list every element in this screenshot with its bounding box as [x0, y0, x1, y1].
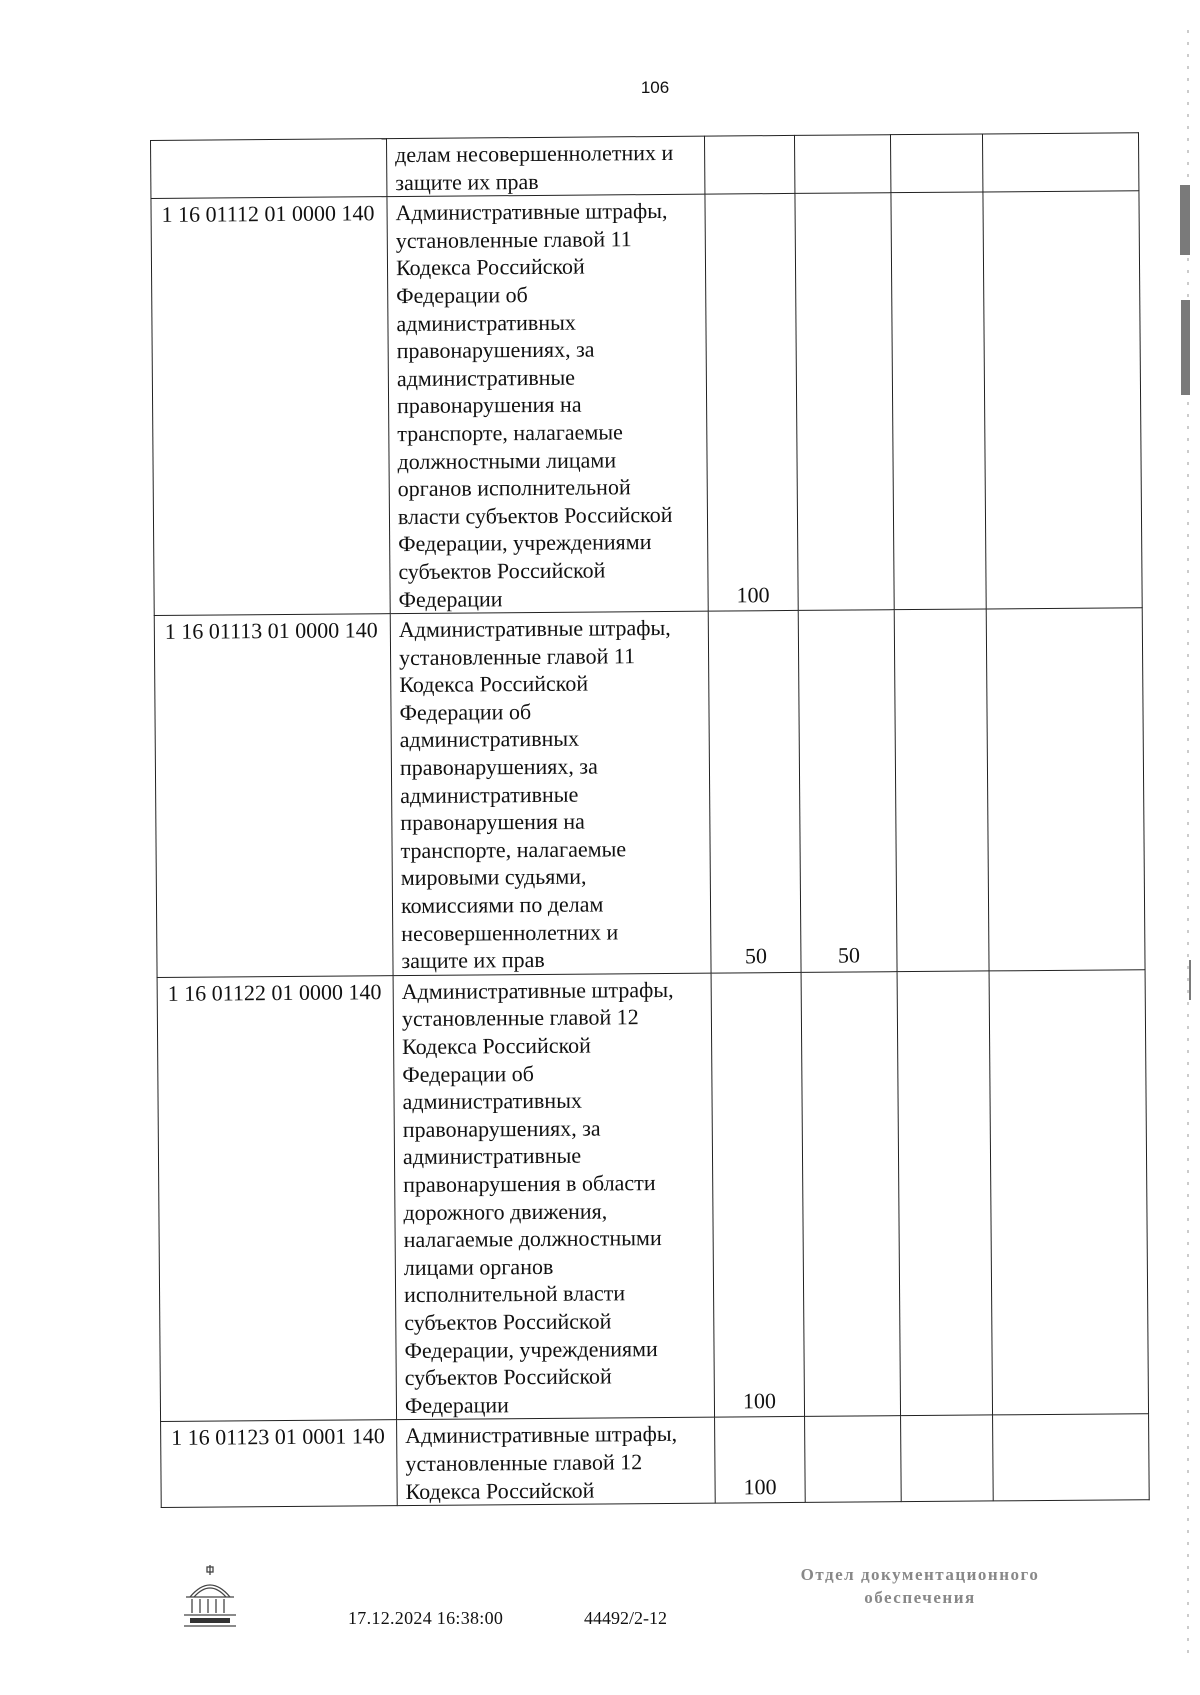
- description-line: защите их прав: [401, 947, 545, 974]
- description-line: Федерации об: [402, 1060, 535, 1087]
- description-line: Кодекса Российской: [405, 1477, 595, 1504]
- footer-timestamp: 17.12.2024 16:38:00: [348, 1608, 504, 1628]
- description-cell: [397, 1417, 716, 1505]
- value-cell: [805, 1416, 902, 1503]
- description-line: правонарушениях, за: [396, 336, 595, 364]
- description-line: Административные штрафы,: [398, 615, 671, 643]
- value-cell: 50: [708, 611, 801, 973]
- description-line: правонарушения в области: [403, 1170, 656, 1198]
- footer-document-number: 44492/2-12: [584, 1608, 667, 1628]
- description-line: органов исполнительной: [397, 474, 631, 502]
- description-line: несовершеннолетних и: [401, 918, 619, 946]
- budget-code-cell: 1 16 01112 01 0000 140: [151, 197, 390, 616]
- description-cell: [386, 136, 704, 197]
- table-row: [161, 1414, 1150, 1508]
- stamp-line-2: обеспечения: [864, 1588, 976, 1607]
- table-row: [154, 608, 1145, 977]
- description-cell: [387, 194, 708, 613]
- description-line: делам несовершеннолетних и: [395, 139, 674, 168]
- value-cell: [795, 193, 894, 611]
- value-cell: [894, 609, 989, 971]
- value-cell: [901, 1415, 994, 1502]
- value-cell: [993, 1414, 1150, 1501]
- description-line: Федерации об: [396, 282, 528, 309]
- description-line: Федерации: [404, 1391, 509, 1418]
- description-line: Кодекса Российской: [395, 253, 585, 281]
- description-line: установленные главой 12: [401, 1004, 639, 1032]
- description-line: правонарушения на: [400, 808, 585, 836]
- description-line: правонарушения на: [396, 391, 582, 419]
- description-cell: [390, 611, 711, 975]
- value-cell: [704, 135, 794, 194]
- value-cell: 50: [798, 610, 897, 972]
- description-line: установленные главой 11: [398, 642, 636, 670]
- description-line: должностными лицами: [397, 446, 617, 474]
- description-line: Административные штрафы,: [401, 976, 674, 1004]
- description-line: правонарушениях, за: [402, 1115, 601, 1142]
- description-line: исполнительной власти: [403, 1280, 626, 1308]
- description-line: Федерации об: [399, 698, 532, 725]
- value-cell: [890, 134, 982, 193]
- description-line: налагаемые должностными: [403, 1225, 662, 1253]
- description-line: Федерации, учреждениями: [398, 529, 652, 557]
- duma-logo: [178, 1563, 242, 1633]
- value-cell: [794, 135, 890, 194]
- table-row: [151, 133, 1139, 199]
- description-line: административных: [402, 1087, 583, 1115]
- budget-code-cell: 1 16 01122 01 0000 140: [157, 975, 396, 1421]
- department-stamp: [770, 1563, 1070, 1609]
- description-line: транспорте, налагаемые: [400, 836, 627, 863]
- description-line: административные: [396, 364, 576, 391]
- description-line: субъектов Российской: [398, 557, 606, 584]
- description-line: правонарушениях, за: [399, 753, 598, 781]
- value-cell: [897, 971, 992, 1416]
- description-line: Кодекса Российской: [399, 670, 589, 698]
- table-row: [157, 970, 1148, 1422]
- value-cell: [982, 133, 1138, 192]
- page-number: 106: [640, 78, 670, 97]
- description-line: лицами органов: [403, 1253, 554, 1280]
- value-cell: [983, 191, 1142, 609]
- value-cell: [801, 971, 900, 1416]
- value-cell: 100: [705, 194, 798, 612]
- description-cell: [393, 973, 714, 1420]
- value-cell: [891, 192, 986, 610]
- description-line: административные: [402, 1143, 582, 1170]
- description-line: мировыми судьями,: [400, 864, 587, 891]
- value-cell: [986, 608, 1145, 971]
- scan-edge-marks: [1176, 0, 1200, 1695]
- description-line: Кодекса Российской: [402, 1032, 591, 1060]
- description-line: установленные главой 12: [405, 1449, 643, 1476]
- description-line: Федерации: [398, 585, 503, 612]
- description-line: защите их прав: [395, 168, 539, 195]
- description-line: административные: [400, 781, 579, 808]
- value-cell: 100: [711, 972, 804, 1417]
- value-cell: [989, 970, 1148, 1416]
- budget-code-cell: [151, 139, 387, 199]
- description-line: комиссиями по делам: [400, 891, 604, 919]
- description-line: установленные главой 11: [395, 226, 632, 253]
- description-line: Федерации, учреждениями: [404, 1335, 658, 1363]
- revenue-table: [150, 132, 1150, 1508]
- budget-code-cell: 1 16 01113 01 0000 140: [154, 614, 393, 978]
- budget-code-cell: 1 16 01123 01 0001 140: [161, 1420, 398, 1508]
- description-line: административных: [399, 726, 580, 753]
- description-line: Административные штрафы,: [395, 198, 668, 226]
- value-cell: 100: [715, 1417, 806, 1503]
- description-line: субъектов Российской: [404, 1363, 612, 1391]
- description-line: дорожного движения,: [403, 1198, 608, 1225]
- description-line: транспорте, налагаемые: [397, 419, 623, 447]
- description-line: Административные штрафы,: [405, 1421, 678, 1449]
- description-line: власти субъектов Российской: [397, 501, 673, 529]
- description-line: административных: [396, 309, 576, 336]
- table-row: [151, 191, 1142, 616]
- stamp-line-1: Отдел документационного: [800, 1565, 1040, 1584]
- description-line: субъектов Российской: [404, 1308, 612, 1335]
